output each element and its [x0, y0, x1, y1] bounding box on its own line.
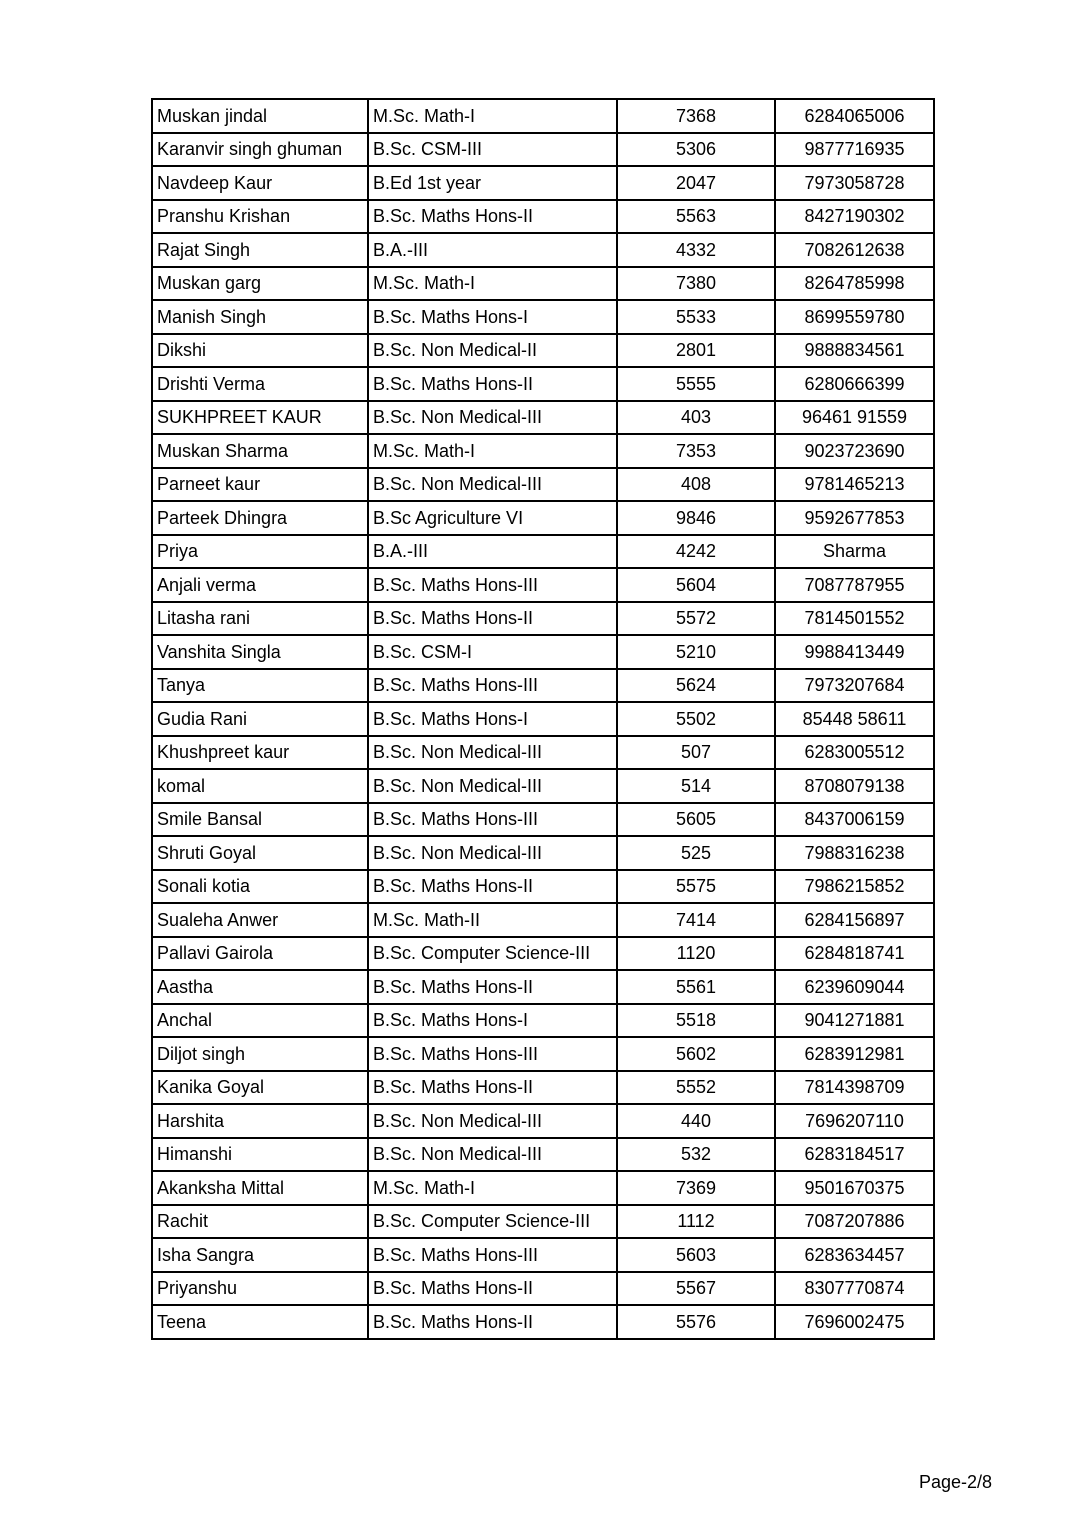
phone-cell: 7087787955: [775, 568, 934, 602]
roll-number-cell: 5306: [617, 133, 775, 167]
table-row: [152, 334, 934, 368]
student-name-cell: Kanika Goyal: [152, 1071, 368, 1105]
phone-cell: 8264785998: [775, 267, 934, 301]
course-cell: M.Sc. Math-I: [368, 99, 617, 133]
student-name-cell: Vanshita Singla: [152, 635, 368, 669]
table-row: [152, 635, 934, 669]
phone-cell: 7814398709: [775, 1071, 934, 1105]
course-cell: B.Sc. Maths Hons-II: [368, 1305, 617, 1339]
student-name-cell: Anchal: [152, 1004, 368, 1038]
phone-cell: 6284818741: [775, 937, 934, 971]
phone-cell: 6284156897: [775, 903, 934, 937]
student-name-cell: Teena: [152, 1305, 368, 1339]
course-cell: B.Sc. Non Medical-III: [368, 1138, 617, 1172]
phone-cell: 8437006159: [775, 803, 934, 837]
roll-number-cell: 1120: [617, 937, 775, 971]
table-row: [152, 769, 934, 803]
phone-cell: 6283634457: [775, 1238, 934, 1272]
roll-number-cell: 5552: [617, 1071, 775, 1105]
table-row: [152, 602, 934, 636]
table-row: [152, 468, 934, 502]
course-cell: B.Sc. Maths Hons-II: [368, 200, 617, 234]
course-cell: B.Sc. Maths Hons-I: [368, 1004, 617, 1038]
course-cell: B.Sc. Maths Hons-II: [368, 602, 617, 636]
course-cell: B.Sc. Non Medical-III: [368, 836, 617, 870]
table-row: [152, 836, 934, 870]
roll-number-cell: 5602: [617, 1037, 775, 1071]
student-name-cell: Dikshi: [152, 334, 368, 368]
student-name-cell: Shruti Goyal: [152, 836, 368, 870]
student-name-cell: Priya: [152, 535, 368, 569]
roll-number-cell: 2047: [617, 166, 775, 200]
table-row: [152, 535, 934, 569]
roll-number-cell: 7353: [617, 434, 775, 468]
course-cell: B.Sc. CSM-I: [368, 635, 617, 669]
roll-number-cell: 525: [617, 836, 775, 870]
roll-number-cell: 5563: [617, 200, 775, 234]
phone-cell: 7696002475: [775, 1305, 934, 1339]
table-row: [152, 1238, 934, 1272]
phone-cell: 8427190302: [775, 200, 934, 234]
student-name-cell: Akanksha Mittal: [152, 1171, 368, 1205]
table-row: [152, 1037, 934, 1071]
student-name-cell: Muskan Sharma: [152, 434, 368, 468]
phone-cell: 6283005512: [775, 736, 934, 770]
phone-cell: 7973058728: [775, 166, 934, 200]
roll-number-cell: 532: [617, 1138, 775, 1172]
phone-cell: 96461 91559: [775, 401, 934, 435]
student-name-cell: Pallavi Gairola: [152, 937, 368, 971]
student-name-cell: Himanshi: [152, 1138, 368, 1172]
roll-number-cell: 2801: [617, 334, 775, 368]
student-table: [151, 98, 935, 1340]
student-name-cell: Aastha: [152, 970, 368, 1004]
student-name-cell: Anjali verma: [152, 568, 368, 602]
student-name-cell: Gudia Rani: [152, 702, 368, 736]
phone-cell: 6280666399: [775, 367, 934, 401]
student-name-cell: Navdeep Kaur: [152, 166, 368, 200]
table-row: [152, 736, 934, 770]
table-row: [152, 669, 934, 703]
student-name-cell: Harshita: [152, 1104, 368, 1138]
roll-number-cell: 7368: [617, 99, 775, 133]
table-row: [152, 233, 934, 267]
course-cell: B.Ed 1st year: [368, 166, 617, 200]
student-name-cell: Litasha rani: [152, 602, 368, 636]
table-row: [152, 803, 934, 837]
roll-number-cell: 408: [617, 468, 775, 502]
phone-cell: 8307770874: [775, 1272, 934, 1306]
phone-cell: 9877716935: [775, 133, 934, 167]
table-row: [152, 99, 934, 133]
student-name-cell: Pranshu Krishan: [152, 200, 368, 234]
table-row: [152, 937, 934, 971]
phone-cell: 7973207684: [775, 669, 934, 703]
course-cell: B.Sc. Maths Hons-III: [368, 1238, 617, 1272]
course-cell: B.A.-III: [368, 535, 617, 569]
student-name-cell: Muskan garg: [152, 267, 368, 301]
table-row: [152, 501, 934, 535]
table-row: [152, 870, 934, 904]
table-row: [152, 1305, 934, 1339]
roll-number-cell: 514: [617, 769, 775, 803]
phone-cell: 9023723690: [775, 434, 934, 468]
course-cell: M.Sc. Math-I: [368, 434, 617, 468]
phone-cell: 6283912981: [775, 1037, 934, 1071]
roll-number-cell: 5604: [617, 568, 775, 602]
course-cell: B.Sc. Non Medical-III: [368, 769, 617, 803]
course-cell: M.Sc. Math-II: [368, 903, 617, 937]
course-cell: B.Sc. Maths Hons-II: [368, 1272, 617, 1306]
course-cell: M.Sc. Math-I: [368, 267, 617, 301]
page-number: Page-2/8: [918, 1472, 992, 1492]
table-row: [152, 434, 934, 468]
roll-number-cell: 440: [617, 1104, 775, 1138]
roll-number-cell: 4242: [617, 535, 775, 569]
phone-cell: 85448 58611: [775, 702, 934, 736]
student-name-cell: Isha Sangra: [152, 1238, 368, 1272]
course-cell: B.A.-III: [368, 233, 617, 267]
phone-cell: 7082612638: [775, 233, 934, 267]
student-name-cell: Sonali kotia: [152, 870, 368, 904]
student-name-cell: Rachit: [152, 1205, 368, 1239]
roll-number-cell: 5567: [617, 1272, 775, 1306]
student-name-cell: Muskan jindal: [152, 99, 368, 133]
student-name-cell: SUKHPREET KAUR: [152, 401, 368, 435]
roll-number-cell: 5572: [617, 602, 775, 636]
student-name-cell: komal: [152, 769, 368, 803]
student-name-cell: Diljot singh: [152, 1037, 368, 1071]
table-row: [152, 133, 934, 167]
table-row: [152, 166, 934, 200]
phone-cell: 9501670375: [775, 1171, 934, 1205]
table-row: [152, 1138, 934, 1172]
student-name-cell: Karanvir singh ghuman: [152, 133, 368, 167]
student-table-body: [152, 99, 934, 1339]
course-cell: B.Sc. Computer Science-III: [368, 1205, 617, 1239]
course-cell: M.Sc. Math-I: [368, 1171, 617, 1205]
course-cell: B.Sc Agriculture VI: [368, 501, 617, 535]
table-row: [152, 903, 934, 937]
student-name-cell: Priyanshu: [152, 1272, 368, 1306]
course-cell: B.Sc. Maths Hons-III: [368, 803, 617, 837]
course-cell: B.Sc. Non Medical-III: [368, 736, 617, 770]
roll-number-cell: 5624: [617, 669, 775, 703]
phone-cell: 9988413449: [775, 635, 934, 669]
roll-number-cell: 5603: [617, 1238, 775, 1272]
table-row: [152, 267, 934, 301]
course-cell: B.Sc. Maths Hons-II: [368, 1071, 617, 1105]
table-row: [152, 702, 934, 736]
phone-cell: 6239609044: [775, 970, 934, 1004]
student-name-cell: Manish Singh: [152, 300, 368, 334]
student-name-cell: Rajat Singh: [152, 233, 368, 267]
table-row: [152, 367, 934, 401]
roll-number-cell: 5575: [617, 870, 775, 904]
phone-cell: 7988316238: [775, 836, 934, 870]
course-cell: B.Sc. Maths Hons-III: [368, 669, 617, 703]
phone-cell: 6283184517: [775, 1138, 934, 1172]
roll-number-cell: 4332: [617, 233, 775, 267]
course-cell: B.Sc. Maths Hons-III: [368, 1037, 617, 1071]
course-cell: B.Sc. Non Medical-III: [368, 468, 617, 502]
table-row: [152, 1071, 934, 1105]
roll-number-cell: 5561: [617, 970, 775, 1004]
phone-cell: 6284065006: [775, 99, 934, 133]
table-row: [152, 401, 934, 435]
roll-number-cell: 7369: [617, 1171, 775, 1205]
table-row: [152, 300, 934, 334]
course-cell: B.Sc. Maths Hons-II: [368, 367, 617, 401]
phone-cell: 7696207110: [775, 1104, 934, 1138]
phone-cell: Sharma: [775, 535, 934, 569]
course-cell: B.Sc. Maths Hons-I: [368, 300, 617, 334]
table-row: [152, 568, 934, 602]
table-row: [152, 1004, 934, 1038]
roll-number-cell: 5502: [617, 702, 775, 736]
roll-number-cell: 7380: [617, 267, 775, 301]
roll-number-cell: 5210: [617, 635, 775, 669]
phone-cell: 8708079138: [775, 769, 934, 803]
course-cell: B.Sc. Maths Hons-II: [368, 870, 617, 904]
student-name-cell: Parteek Dhingra: [152, 501, 368, 535]
student-name-cell: Khushpreet kaur: [152, 736, 368, 770]
table-row: [152, 200, 934, 234]
course-cell: B.Sc. Non Medical-II: [368, 334, 617, 368]
student-name-cell: Drishti Verma: [152, 367, 368, 401]
phone-cell: 9888834561: [775, 334, 934, 368]
course-cell: B.Sc. Maths Hons-I: [368, 702, 617, 736]
course-cell: B.Sc. Non Medical-III: [368, 1104, 617, 1138]
student-name-cell: Smile Bansal: [152, 803, 368, 837]
table-row: [152, 1205, 934, 1239]
roll-number-cell: 507: [617, 736, 775, 770]
table-row: [152, 1272, 934, 1306]
course-cell: B.Sc. Non Medical-III: [368, 401, 617, 435]
student-name-cell: Parneet kaur: [152, 468, 368, 502]
course-cell: B.Sc. Maths Hons-II: [368, 970, 617, 1004]
phone-cell: 7087207886: [775, 1205, 934, 1239]
course-cell: B.Sc. CSM-III: [368, 133, 617, 167]
roll-number-cell: 403: [617, 401, 775, 435]
roll-number-cell: 5533: [617, 300, 775, 334]
course-cell: B.Sc. Computer Science-III: [368, 937, 617, 971]
phone-cell: 9781465213: [775, 468, 934, 502]
phone-cell: 9592677853: [775, 501, 934, 535]
roll-number-cell: 5555: [617, 367, 775, 401]
roll-number-cell: 1112: [617, 1205, 775, 1239]
phone-cell: 7986215852: [775, 870, 934, 904]
roll-number-cell: 7414: [617, 903, 775, 937]
roll-number-cell: 5605: [617, 803, 775, 837]
table-row: [152, 1171, 934, 1205]
roll-number-cell: 5518: [617, 1004, 775, 1038]
phone-cell: 9041271881: [775, 1004, 934, 1038]
course-cell: B.Sc. Maths Hons-III: [368, 568, 617, 602]
student-name-cell: Sualeha Anwer: [152, 903, 368, 937]
student-name-cell: Tanya: [152, 669, 368, 703]
roll-number-cell: 9846: [617, 501, 775, 535]
phone-cell: 7814501552: [775, 602, 934, 636]
table-row: [152, 1104, 934, 1138]
table-row: [152, 970, 934, 1004]
phone-cell: 8699559780: [775, 300, 934, 334]
roll-number-cell: 5576: [617, 1305, 775, 1339]
